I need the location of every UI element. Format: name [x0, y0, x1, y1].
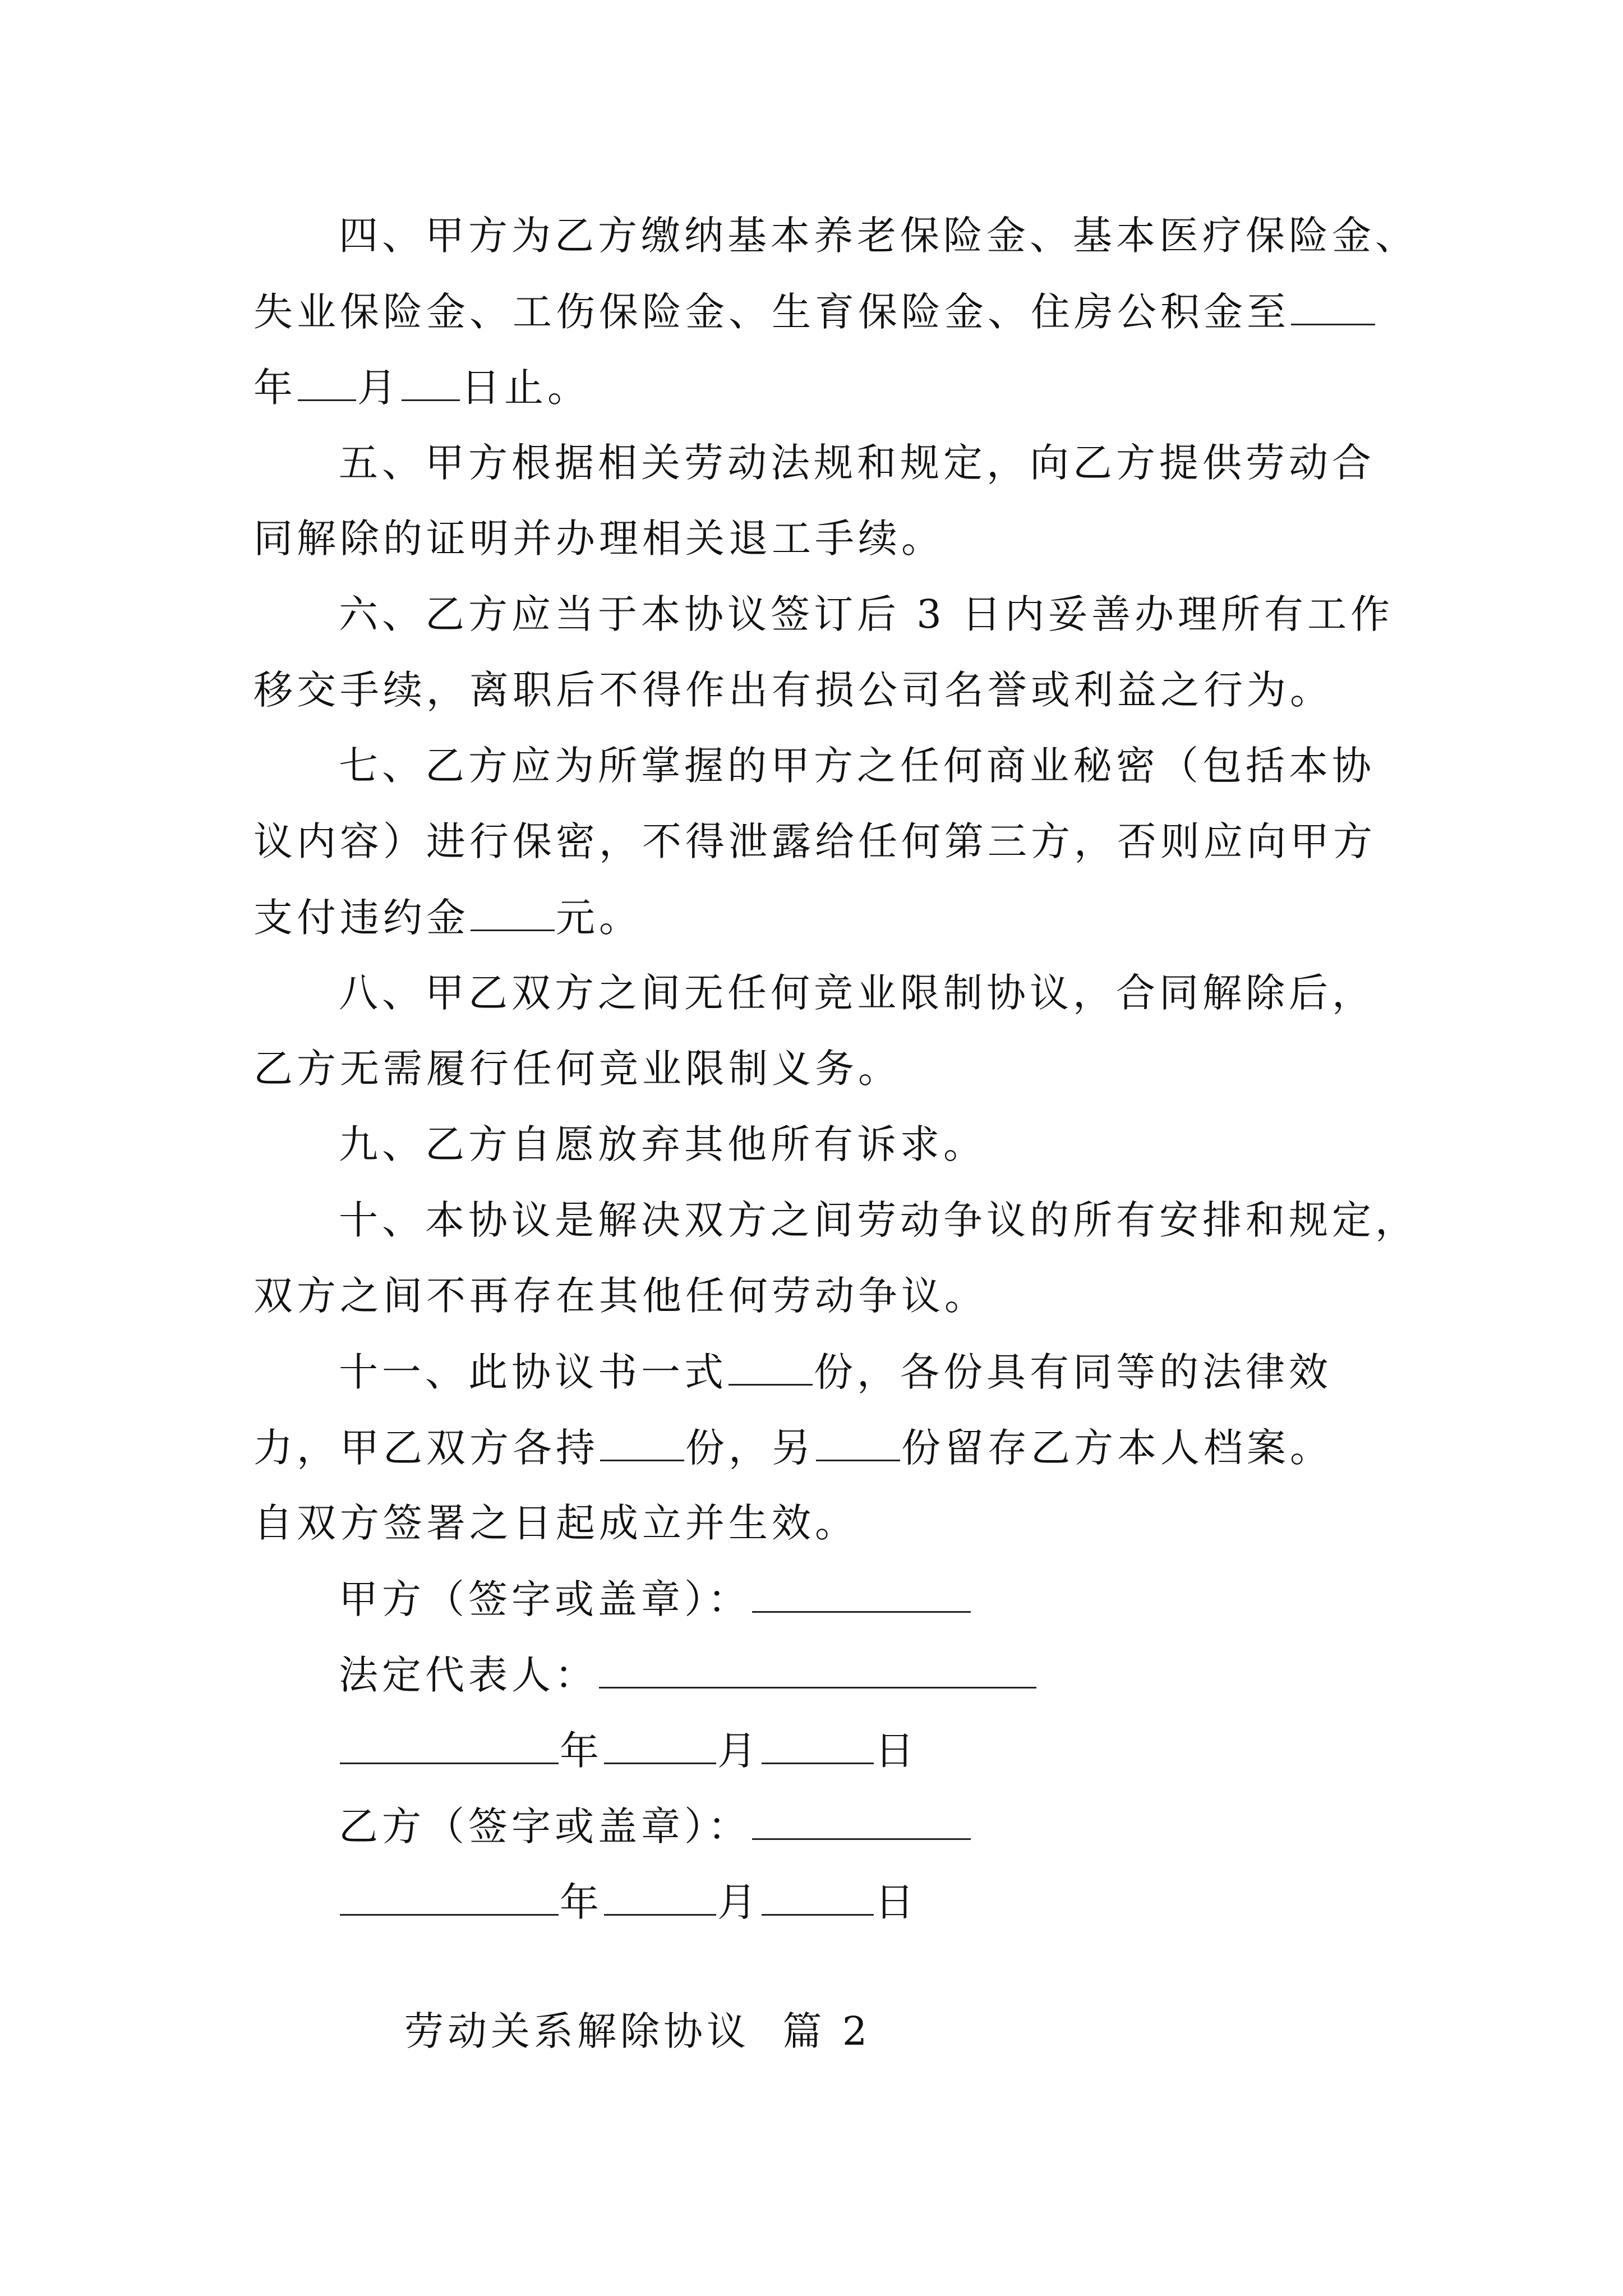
clause-5-text-2: 同解除的证明并办理相关退工手续。 [253, 516, 944, 562]
clause-4-line-3 [253, 360, 591, 414]
legal-rep-signature-field[interactable] [599, 1648, 1036, 1688]
party-b-signature-field[interactable] [752, 1799, 971, 1840]
section-title-text: 劳动关系解除协议 篇 2 [404, 2008, 872, 2054]
date-blank[interactable] [1291, 284, 1375, 325]
legal-rep-row [339, 1648, 1038, 1701]
copies-each-label: 力，甲乙双方各持 [253, 1425, 599, 1471]
clause-9-text-1: 九、乙方自愿放弃其他所有诉求。 [339, 1121, 986, 1167]
party-a-label: 甲方（签字或盖章）： [339, 1576, 751, 1622]
penalty-label: 支付违约金 [253, 895, 469, 941]
party-b-year-blank[interactable] [340, 1875, 559, 1916]
copies-label: 十一、此协议书一式 [339, 1349, 727, 1395]
clause-7-line-3 [253, 890, 642, 944]
clause-8-text-2: 乙方无需履行任何竞业限制义务。 [253, 1046, 901, 1092]
clause-4-text-1: 四、甲方为乙方缴纳基本养老保险金、基本医疗保险金、 [339, 213, 1418, 259]
clause-4-line-2 [253, 284, 1376, 338]
clause-10-text-1: 十、本协议是解决双方之间劳动争议的所有安排和规定， [339, 1197, 1418, 1243]
party-b-date-row [339, 1875, 918, 1929]
month-label: 月 [357, 365, 400, 411]
day-label: 日 [875, 1879, 918, 1925]
year-label: 年 [560, 1879, 603, 1925]
currency-unit: 元。 [556, 895, 642, 941]
month-label: 月 [717, 1879, 760, 1925]
copies-each-blank[interactable] [600, 1420, 684, 1461]
legal-rep-label: 法定代表人： [339, 1652, 598, 1698]
clause-11-line-2 [253, 1420, 1333, 1474]
clause-4-text-2: 失业保险金、工伤保险金、生育保险金、住房公积金至 [253, 289, 1290, 335]
year-label: 年 [560, 1728, 603, 1774]
clause-8-text-1: 八、甲乙双方之间无任何竞业限制协议，合同解除后， [339, 970, 1375, 1016]
party-a-signature-row [339, 1572, 972, 1626]
next-section-title [339, 1950, 872, 2054]
clause-11-text-3: 自双方签署之日起成立并生效。 [253, 1500, 858, 1546]
clause-9-line-1 [339, 1117, 986, 1171]
clause-7-text-1: 七、乙方应为所掌握的甲方之任何商业秘密（包括本协 [339, 743, 1375, 789]
party-b-signature-row [339, 1799, 972, 1853]
year-label: 年 [253, 365, 297, 411]
clause-11-line-3 [253, 1496, 858, 1550]
clause-6-line-2 [253, 663, 1333, 717]
party-b-label: 乙方（签字或盖章）： [339, 1803, 751, 1849]
copies-other-label: 份，另 [685, 1425, 815, 1471]
clause-4-line-1 [339, 209, 1418, 263]
party-b-month-blank[interactable] [604, 1875, 716, 1916]
copies-total-blank[interactable] [728, 1345, 813, 1386]
clause-10-text-2: 双方之间不再存在其他任何劳动争议。 [253, 1273, 988, 1319]
clause-10-line-1 [339, 1193, 1418, 1247]
clause-6-text-2: 移交手续，离职后不得作出有损公司名誉或利益之行为。 [253, 667, 1333, 713]
clause-5-line-2 [253, 512, 944, 565]
party-a-year-blank[interactable] [340, 1723, 559, 1764]
clause-8-line-1 [339, 966, 1375, 1020]
party-a-day-blank[interactable] [762, 1723, 874, 1764]
clause-7-line-1 [339, 739, 1375, 793]
clause-5-text-1: 五、甲方根据相关劳动法规和规定，向乙方提供劳动合 [339, 440, 1375, 486]
clause-6-line-1 [339, 587, 1394, 641]
clause-10-line-2 [253, 1269, 988, 1323]
party-a-signature-field[interactable] [752, 1572, 971, 1613]
party-a-month-blank[interactable] [604, 1723, 716, 1764]
day-end-label: 日止。 [461, 365, 591, 411]
day-label: 日 [875, 1728, 918, 1774]
clause-7-text-2: 议内容）进行保密，不得泄露给任何第三方，否则应向甲方 [253, 818, 1376, 864]
clause-5-line-1 [339, 436, 1375, 490]
penalty-amount-blank[interactable] [471, 890, 555, 931]
party-a-date-row [339, 1723, 918, 1777]
year-blank[interactable] [298, 360, 356, 401]
month-label: 月 [717, 1728, 760, 1774]
archive-label: 份留存乙方本人档案。 [901, 1425, 1333, 1471]
party-b-day-blank[interactable] [762, 1875, 874, 1916]
copies-archive-blank[interactable] [816, 1420, 900, 1461]
clause-11-text-1: 份，各份具有同等的法律效 [814, 1349, 1332, 1395]
clause-8-line-2 [253, 1042, 901, 1096]
month-blank[interactable] [402, 360, 460, 401]
clause-11-line-1 [339, 1345, 1332, 1398]
clause-6-text-1: 六、乙方应当于本协议签订后 3 日内妥善办理所有工作 [339, 591, 1394, 637]
clause-7-line-2 [253, 815, 1376, 868]
